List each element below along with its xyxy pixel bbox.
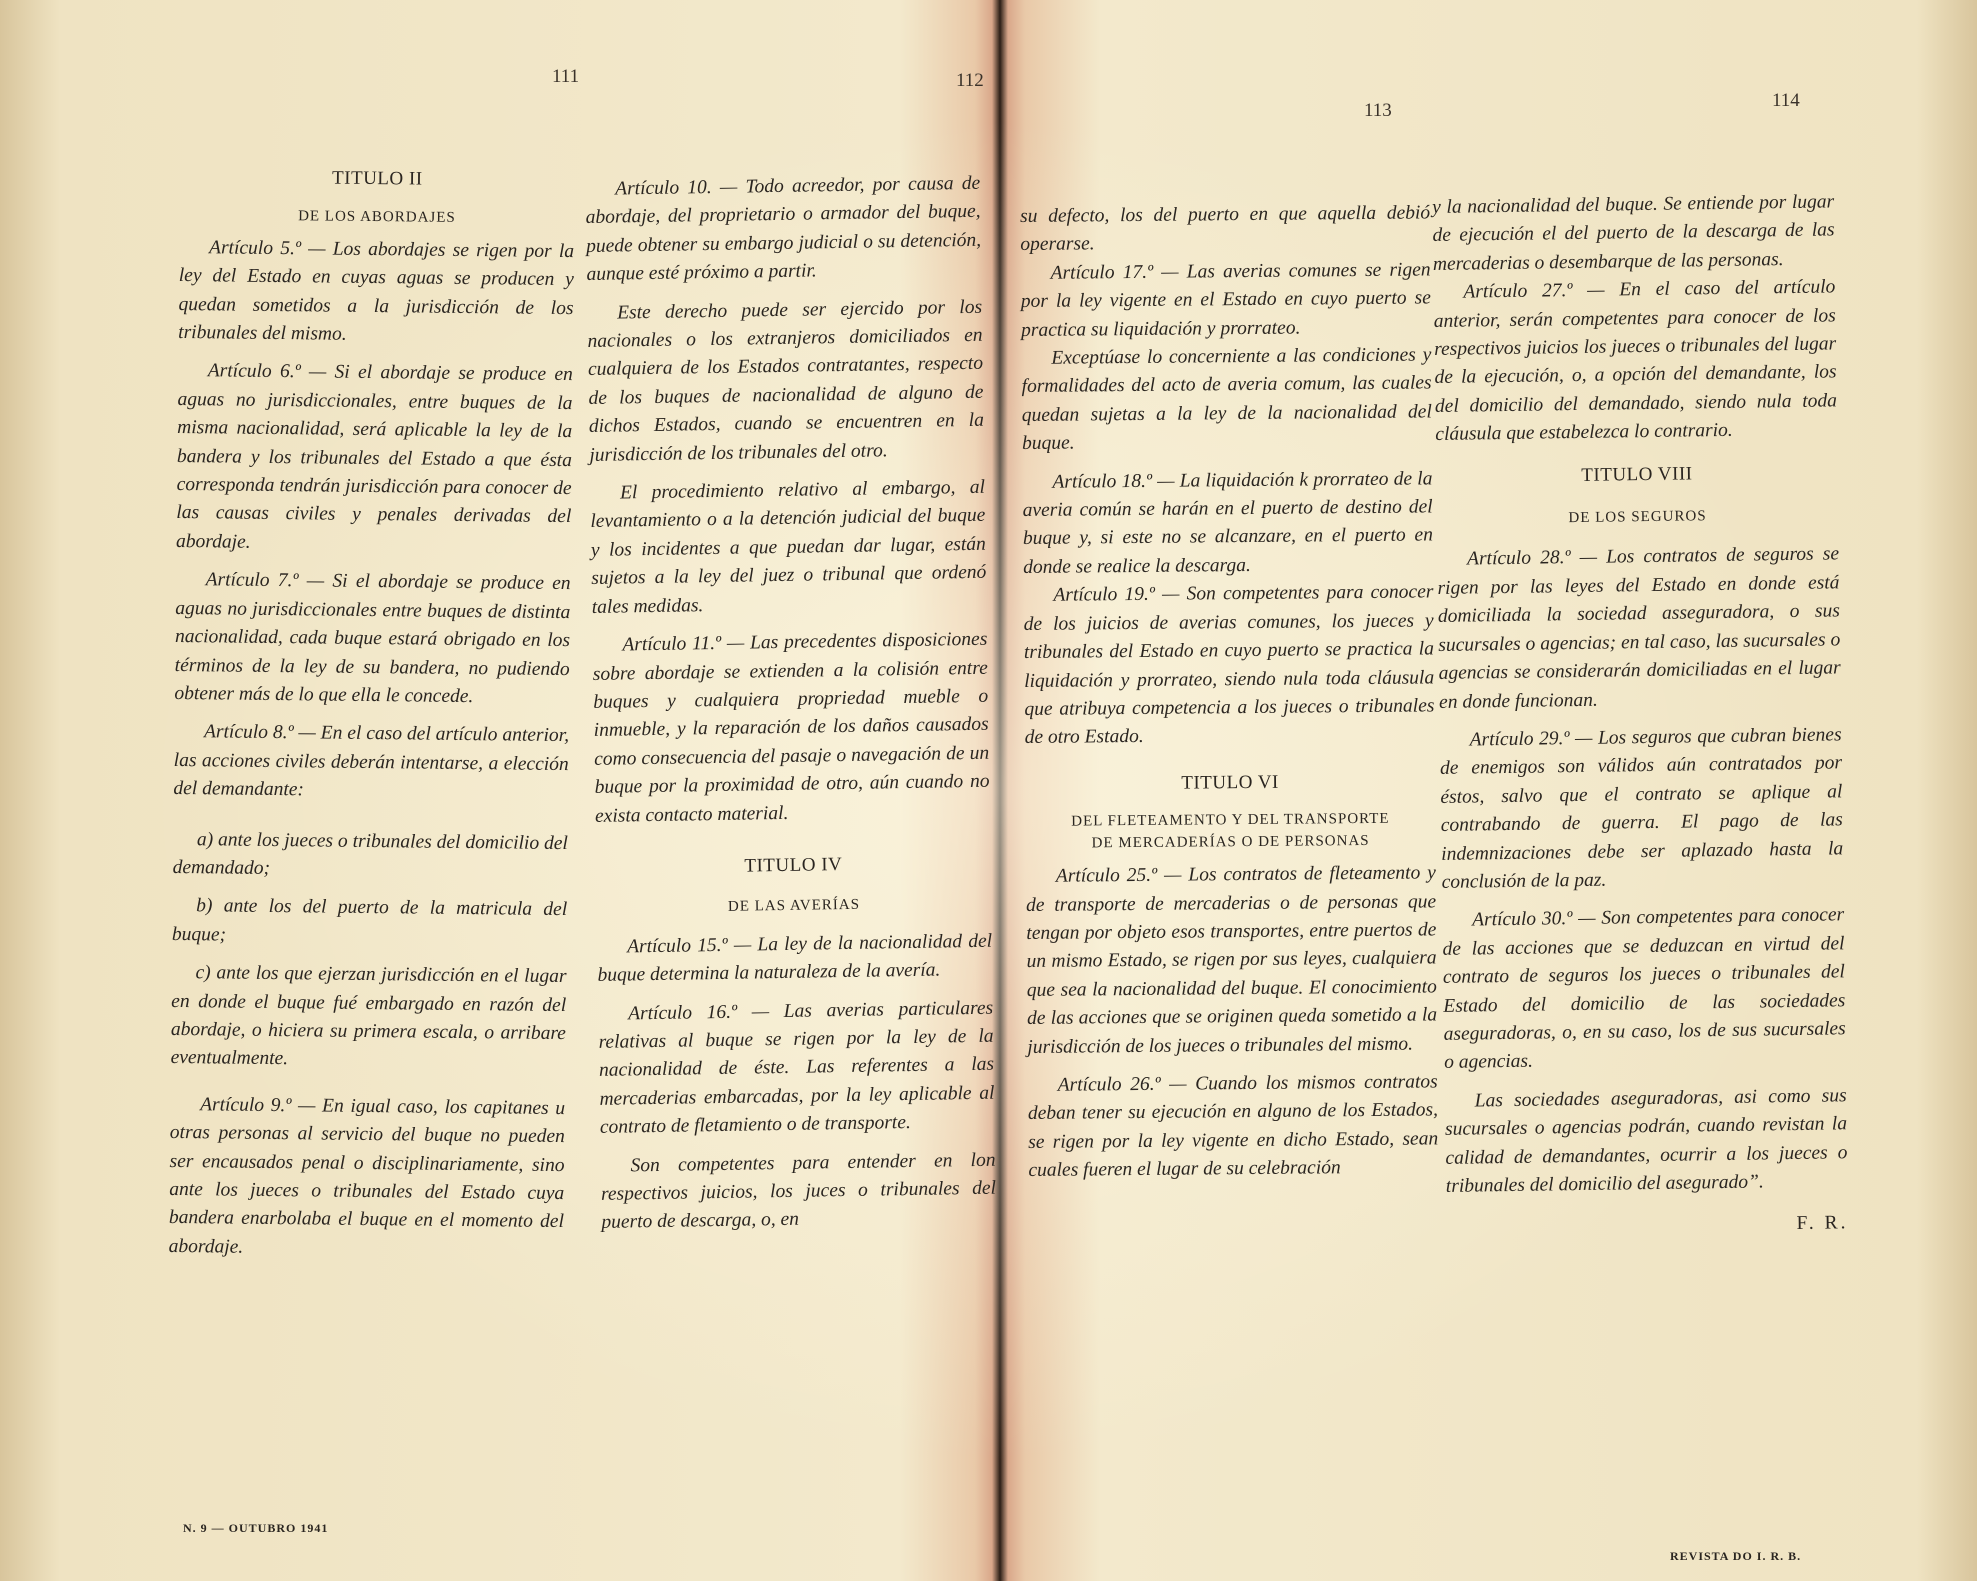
article-paragraph: Artículo 28.º — Los contratos de seguros se rigen por las leyes del Estado en donde está domiciliada la sociedad asseguradora, o sus sucursales o agencias; en tal caso, las sucursales o agencias se considerarán domiciliadas en el lugar en donde funcionan.: [1437, 543, 1841, 713]
article-paragraph: Son competentes para entender en lon respectivos juicios, los juces o tribunales del puerto de descarga, o, en: [600, 1149, 997, 1234]
list-item: a) ante los jueces o tribunales del domicilio del demandado;: [172, 828, 569, 879]
section-subheading: DEL FLETEAMENTO Y DEL TRANSPORTE: [1071, 810, 1390, 830]
page-number-112: 112: [956, 70, 984, 91]
article-paragraph: y la nacionalidad del buque. Se entiende por lugar de ejecución el del puerto de la descarga de las mercaderias o desembarque de las personas.: [1432, 191, 1835, 275]
article-paragraph: su defecto, los del puerto en que aquella debió operarse.: [1020, 202, 1431, 256]
author-signature: F. R.: [1796, 1212, 1849, 1235]
section-subheading: DE MERCADERÍAS O DE PERSONAS: [1091, 833, 1370, 852]
section-heading: TITULO VIII: [1581, 463, 1693, 486]
section-subheading: DE LOS SEGUROS: [1568, 508, 1707, 527]
text-column-3: [1020, 199, 1439, 1185]
article-paragraph: Exceptúase lo concerniente a las condiciones y formalidades del acto de averia comum, las cuales quedan sujetas a la ley de la nacionalidad del buque.: [1021, 344, 1432, 455]
article-paragraph: Artículo 7.º — Si el abordaje se produce en aguas no jurisdiccionales entre buques de distinta nacionalidad, cada buque estará obrigado en los términos de la ley de su bandera, no pudiendo obtener más de lo que ella le concede.: [174, 569, 571, 708]
article-paragraph: El procedimiento relativo al embargo, al levantamiento o a la detención judicial del buque y los incidentes a que puedan dar lugar, están sujetos a la ley del juez o tribunal que ordenó tales medidas.: [590, 476, 987, 618]
section-subheading: DE LAS AVERÍAS: [727, 897, 861, 916]
article-paragraph: Artículo 18.º — La liquidación k prorrateo de la averia común se harán en el puerto de destino del buque y, si este no se alcanzare, en el puerto en donde se realice la descarga.: [1022, 468, 1434, 578]
article-paragraph: Artículo 6.º — Si el abordaje se produce en aguas no jurisdiccionales, entre buques de la misma nacionalidad, será aplicable la ley de la bandera y los tribunales del Estado a que ésta corresponda tendrán jurisdicción para conocer de las causas civiles y penales derivadas del abordaje.: [175, 360, 573, 553]
article-paragraph: Este derecho puede ser ejercido por los nacionales o los extranjeros domiciliados en cualquiera de los Estados contratantes, respecto de los buques de nacionalidad de alguno de dichos Estados, cuando se encuentren en la jurisdicción de los tribunales del otro.: [587, 296, 985, 466]
section-heading: TITULO II: [331, 167, 423, 190]
text-column-1: [168, 163, 574, 1265]
article-paragraph: Artículo 11.º — Las precedentes disposiciones sobre abordaje se extienden a la colisión entre buques y cualquiera propriedad mueble o inmueble, y la reparación de los daños causados como consecuencia del pasaje o navegación de un buque por la proximidad de otro, aún cuando no exista contacto material.: [592, 628, 990, 827]
page-number-113: 113: [1364, 100, 1392, 121]
section-heading: TITULO IV: [744, 853, 843, 877]
article-paragraph: Artículo 8.º — En el caso del artículo anterior, las acciones civiles deberán intentarse, a elección del demandante:: [173, 721, 570, 801]
section-subheading: DE LOS ABORDAJES: [298, 208, 456, 227]
article-paragraph: Artículo 9.º — En igual caso, los capitanes u otras personas al servicio del buque no pueden ser encausados penal o disciplinariamente, sino ante los jueces o tribunales del Estado cuya bandera enarbolaba el buque en el momento del abordaje.: [168, 1094, 566, 1258]
page-number-111: 111: [552, 66, 580, 87]
article-paragraph: Artículo 10. — Todo acreedor, por causa de abordaje, del proprietario o armador del buque, puede obtener su embargo judicial o su detención, aunque esté próximo a partir.: [585, 172, 982, 286]
article-paragraph: Artículo 26.º — Cuando los mismos contratos deban tener su ejecución en alguno de los Estados, se rigen por la ley vigente en dicho Estado, sean cuales fueren el lugar de su celebración: [1027, 1071, 1439, 1182]
text-column-4: [1432, 188, 1849, 1243]
article-paragraph: Las sociedades aseguradoras, asi como sus sucursales o agencias podrán, cuando revistan la calidad de demandantes, ocurrir a los jueces o tribunales del domicilio del asegurado”.: [1444, 1085, 1848, 1197]
footer-journal: REVISTA DO I. R. B.: [1670, 1549, 1802, 1563]
article-paragraph: Artículo 27.º — En el caso del artículo anterior, serán competentes para conocer de los respectivos juicios los jueces o tribunales del lugar de la ejecución, o, a opción del demandante, los del domicilio del demandado, siendo nula toda cláusula que estabelezca lo contrario.: [1433, 276, 1838, 446]
list-item: c) ante los que ejerzan jurisdicción en el lugar en donde el buque fué embargado en razón del abordaje, o hiciera su primera escala, o arribare eventualmente.: [170, 962, 567, 1070]
section-heading: TITULO VI: [1181, 771, 1279, 794]
text-column-2: [585, 170, 997, 1238]
footer-issue: N. 9 — OUTUBRO 1941: [183, 1521, 329, 1535]
article-paragraph: Artículo 25.º — Los contratos de fleteamento y de transporte de mercaderias o de personas que tengan por objeto esos transportes, entre puertos de un mismo Estado, se rigen por sus leyes, cualquiera que sea la nacionalidad del buque. El conocimiento de las acciones que se originen queda sometido a la jurisdicción de los jueces o tribunales del mismo.: [1026, 862, 1438, 1058]
article-paragraph: Artículo 19.º — Son competentes para conocer de los juicios de averias comunes, los jueces y tribunales del Estado en cuyo puerto se practica la liquidación y prorrateo, siendo nula toda cláusula que atribuya competencia a los jueces o tribunales de otro Estado.: [1023, 581, 1435, 749]
article-paragraph: Artículo 16.º — Las averias particulares relativas al buque se rigen por la ley de la nacionalidad de éste. Las referentes a las mercaderias embarcadas, por la ley aplicable al contrato de fletamiento o de transporte.: [598, 997, 995, 1139]
list-item: b) ante los del puerto de la matricula del buque;: [171, 895, 568, 946]
article-paragraph: Artículo 5.º — Los abordajes se rigen por la ley del Estado en cuyas aguas se producen y quedan sometidos a la jurisdicción de los tribunales del mismo.: [178, 237, 575, 345]
article-paragraph: Artículo 29.º — Los seguros que cubran bienes de enemigos son válidos aún contratados por éstos, salvo que el contrato se aplique al contrabando de guerra. El pago de las indemnizaciones debe ser aplazado hasta la conclusión de la paz.: [1439, 724, 1844, 893]
article-paragraph: Artículo 17.º — Las averias comunes se rigen por la ley vigente en el Estado en cuyo puerto se practica su liquidación y prorrateo.: [1020, 259, 1431, 341]
article-paragraph: Artículo 30.º — Son competentes para conocer de las acciones que se deduzcan en virtud del contrato de seguros los jueces o tribunales del Estado del domicilio de las sociedades aseguradoras, o, en su caso, los de sus sucursales o agencias.: [1442, 904, 1846, 1074]
page-number-114: 114: [1772, 90, 1800, 111]
article-paragraph: Artículo 15.º — La ley de la nacionalidad del buque determina la naturaleza de la avería.: [597, 930, 993, 987]
